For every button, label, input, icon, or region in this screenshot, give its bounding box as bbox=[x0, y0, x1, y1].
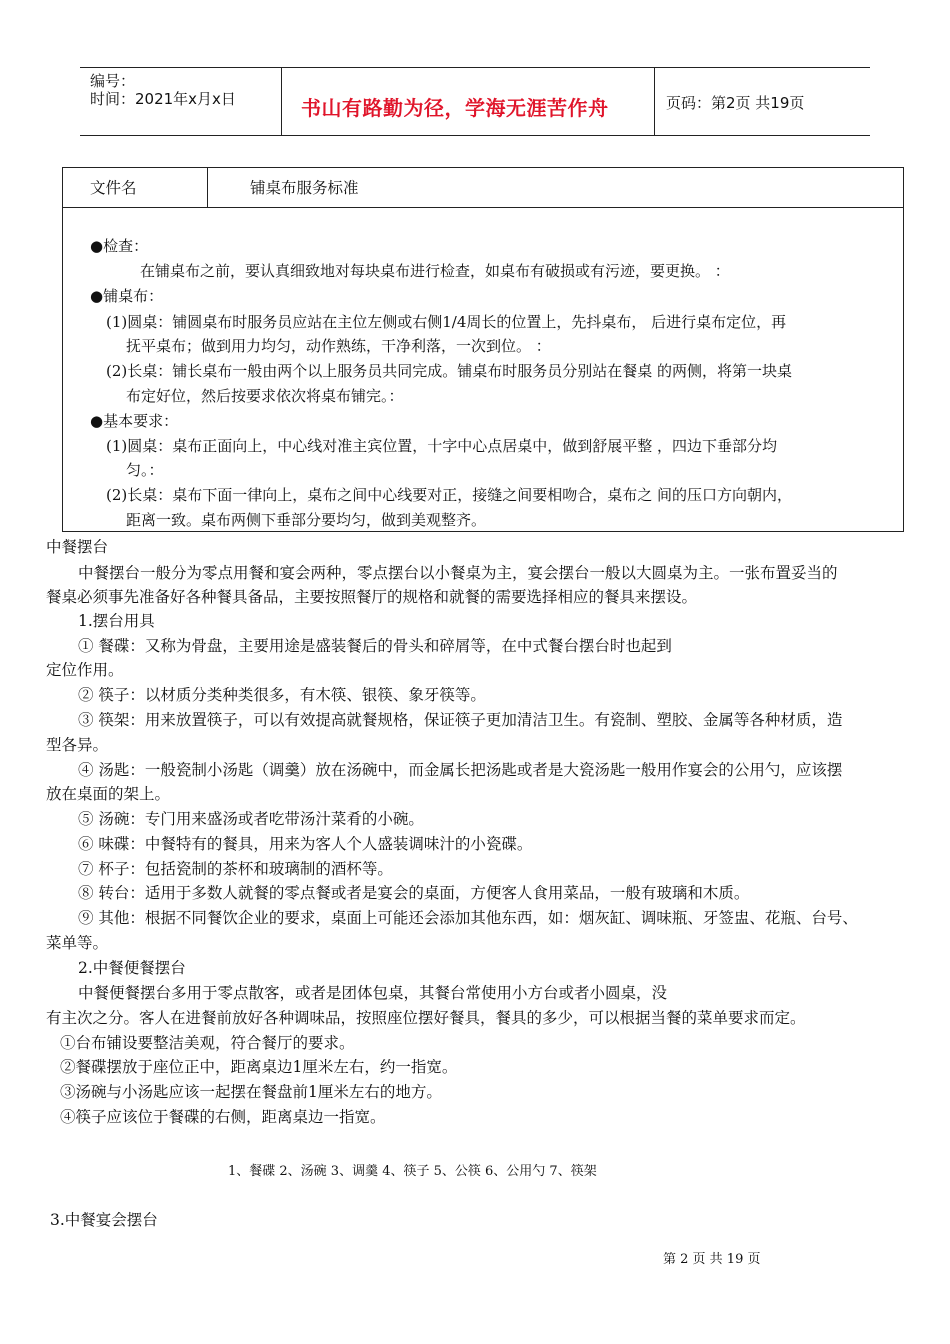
table-header-border bbox=[62, 207, 904, 208]
header-motto: 书山有路勤为径，学海无涯苦作舟 bbox=[301, 96, 609, 120]
table-top-border bbox=[62, 167, 904, 168]
header-divider-left bbox=[281, 67, 282, 136]
basic-long-line-2: 距离一致。桌布两侧下垂部分要均匀，做到美观整齐。 bbox=[126, 511, 487, 529]
subsection-2-para-line-2: 有主次之分。客人在进餐前放好各种调味品，按照座位摆好餐具，餐具的多少，可以根据当餐的菜单要求而定。 bbox=[46, 1009, 806, 1027]
lay-round-line-1: (1)圆桌：铺圆桌布时服务员应站在主位左侧或右侧1/4周长的位置上，先抖桌布， 后进行桌布定位，再 bbox=[106, 313, 787, 331]
bullet-icon: ● bbox=[90, 412, 104, 430]
table-column-divider bbox=[207, 167, 208, 208]
item-3-line-1: ③ 筷架：用来放置筷子，可以有效提高就餐规格，保证筷子更加清洁卫生。有瓷制、塑胶、金属等各种材质，造 bbox=[78, 711, 843, 729]
document-date: 时间：2021年x月x日 bbox=[90, 90, 236, 108]
basic-round-line-1: (1)圆桌：桌布正面向上，中心线对准主宾位置，十字中心点居桌中，做到舒展平整 ，四边下垂部分均 bbox=[106, 437, 778, 455]
basic-round-line-2: 匀。： bbox=[126, 461, 164, 479]
item-8: ⑧ 转台：适用于多数人就餐的零点餐或者是宴会的桌面，方便客人食用菜品，一般有玻璃和木质。 bbox=[78, 884, 750, 902]
file-name-value: 铺桌布服务标准 bbox=[250, 179, 359, 197]
basic-long-line-1: (2)长桌：桌布下面一律向上，桌布之间中心线要对正，接缝之间要相吻合，桌布之 间的压口方向朝内， bbox=[106, 486, 793, 504]
check-heading-text: 检查： bbox=[103, 237, 149, 255]
page-footer: 第 2 页 共 19 页 bbox=[663, 1252, 761, 1267]
check-text: 在铺桌布之前，要认真细致地对每块桌布进行检查，如桌布有破损或有污迹，要更换。 ： bbox=[140, 262, 730, 280]
item-4-line-2: 放在桌面的架上。 bbox=[46, 785, 171, 803]
bullet-icon: ● bbox=[90, 237, 104, 255]
header-top-rule bbox=[80, 67, 870, 68]
bullet-icon: ● bbox=[90, 287, 104, 305]
header-page-info: 页码：第2页 共19页 bbox=[666, 94, 805, 112]
subsection-2-title: 2.中餐便餐摆台 bbox=[78, 959, 186, 977]
header-divider-right bbox=[654, 67, 655, 136]
item-5: ⑤ 汤碗：专门用来盛汤或者吃带汤汁菜肴的小碗。 bbox=[78, 810, 424, 828]
document-number-label: 编号： bbox=[90, 72, 136, 90]
item-7: ⑦ 杯子：包括瓷制的茶杯和玻璃制的酒杯等。 bbox=[78, 860, 393, 878]
item-3-line-2: 型各异。 bbox=[46, 736, 109, 754]
intro-line-2: 餐桌必须事先准备好各种餐具备品，主要按照餐厅的规格和就餐的需要选择相应的餐具来摆设。 bbox=[46, 588, 698, 606]
lay-long-line-2: 布定好位，然后按要求依次将桌布铺完。： bbox=[126, 387, 404, 405]
subsection-1-title: 1.摆台用具 bbox=[78, 612, 155, 630]
subsection-2-para-line-1: 中餐便餐摆台多用于零点散客，或者是团体包桌，其餐台常使用小方台或者小圆桌，没 bbox=[78, 984, 668, 1002]
lay-round-line-2: 抚平桌布；做到用力均匀，动作熟练，干净利落，一次到位。 ： bbox=[126, 337, 551, 355]
item-4-line-1: ④ 汤匙：一般瓷制小汤匙（调羹）放在汤碗中，而金属长把汤匙或者是大瓷汤匙一般用作宴会的公用勺，应该摆 bbox=[78, 761, 843, 779]
header-bottom-rule bbox=[80, 135, 870, 136]
requirement-3: ③汤碗与小汤匙应该一起摆在餐盘前1厘米左右的地方。 bbox=[60, 1083, 442, 1101]
lay-heading-text: 铺桌布： bbox=[103, 287, 164, 305]
table-right-border bbox=[903, 167, 904, 532]
requirement-1: ①台布铺设要整洁美观，符合餐厅的要求。 bbox=[60, 1034, 355, 1052]
item-1-line-1: ① 餐碟：又称为骨盘，主要用途是盛装餐后的骨头和碎屑等，在中式餐台摆台时也起到 bbox=[78, 637, 672, 655]
basic-heading-text: 基本要求： bbox=[103, 412, 179, 430]
item-9-line-1: ⑨ 其他：根据不同餐饮企业的要求，桌面上可能还会添加其他东西，如：烟灰缸、调味瓶、牙签盅、花瓶、台号、 bbox=[78, 909, 858, 927]
item-2: ② 筷子：以材质分类种类很多，有木筷、银筷、象牙筷等。 bbox=[78, 686, 486, 704]
intro-line-1: 中餐摆台一般分为零点用餐和宴会两种，零点摆台以小餐桌为主，宴会摆台一般以大圆桌为主。一张布置妥当的 bbox=[78, 564, 838, 582]
basic-heading bbox=[90, 409, 178, 433]
item-1-line-2: 定位作用。 bbox=[46, 661, 124, 679]
figure-caption: 1、餐碟 2、汤碗 3、调羹 4、筷子 5、公筷 6、公用勺 7、筷架 bbox=[228, 1164, 597, 1179]
item-9-line-2: 菜单等。 bbox=[46, 934, 109, 952]
file-name-label: 文件名 bbox=[90, 179, 137, 197]
section-title: 中餐摆台 bbox=[46, 538, 109, 556]
lay-long-line-1: (2)长桌：铺长桌布一般由两个以上服务员共同完成。铺桌布时服务员分别站在餐桌 的两侧，将第一块桌 bbox=[106, 362, 793, 380]
lay-heading bbox=[90, 284, 163, 308]
item-6: ⑥ 味碟：中餐特有的餐具，用来为客人个人盛装调味汁的小瓷碟。 bbox=[78, 835, 533, 853]
table-left-border bbox=[62, 167, 63, 532]
check-heading bbox=[90, 234, 148, 258]
subsection-3-title: 3.中餐宴会摆台 bbox=[50, 1211, 158, 1229]
requirement-4: ④筷子应该位于餐碟的右侧，距离桌边一指宽。 bbox=[60, 1108, 386, 1126]
requirement-2: ②餐碟摆放于座位正中，距离桌边1厘米左右，约一指宽。 bbox=[60, 1058, 458, 1076]
